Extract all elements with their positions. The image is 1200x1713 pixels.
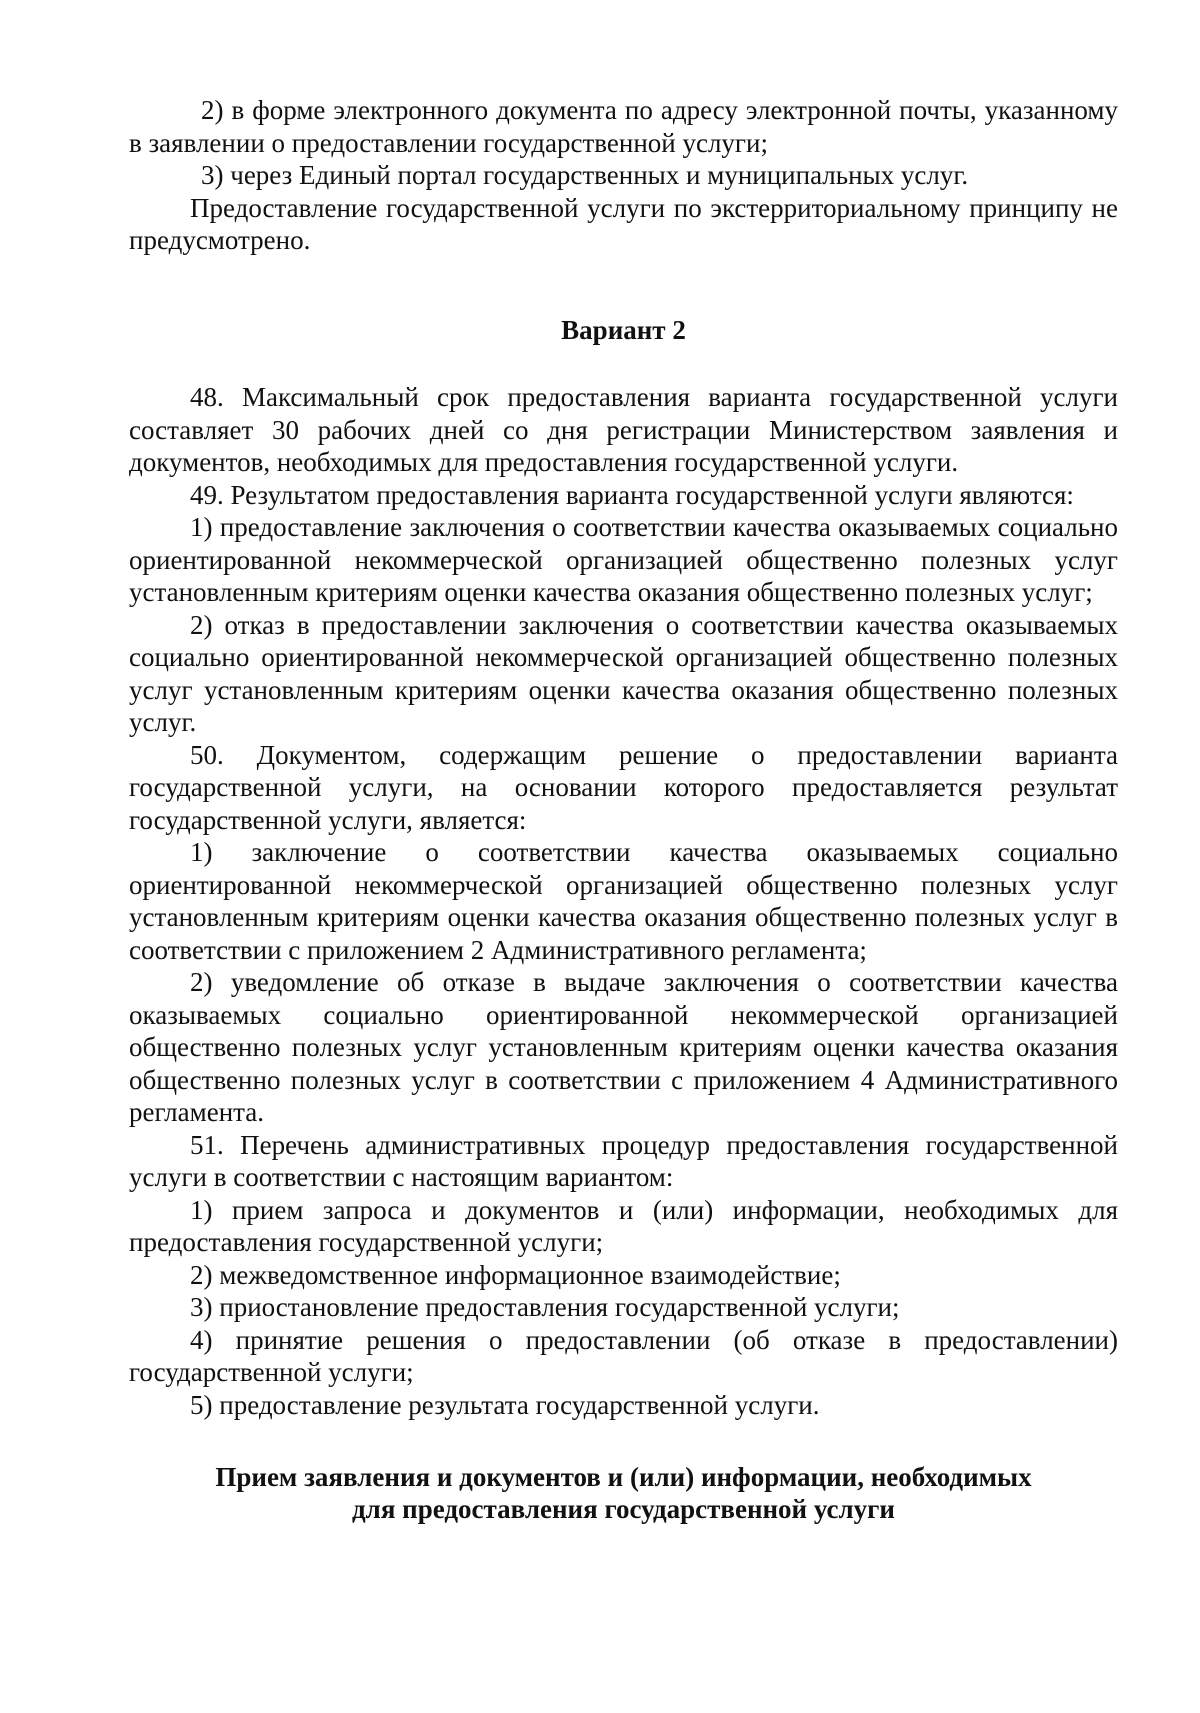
list-item-email: 2) в форме электронного документа по адресу электронной почты, указанному в заявлении о предоставлении государственной услуги; <box>129 95 1118 158</box>
clause-51-item-1: 1) прием запроса и документов и (или) информации, необходимых для предоставления государственной услуги; <box>129 1194 1118 1257</box>
clause-50-item-1: 1) заключение о соответствии качества оказываемых социально ориентированной некоммерческой организацией общественно полезных услуг установленным критериям оценки качества оказания общественно полезных услуг в соответствии с приложением 2 Административного регламента; <box>129 837 1118 965</box>
paragraph-extraterritorial: Предоставление государственной услуги по экстерриториальному принципу не предусмотрено. <box>129 192 1118 255</box>
clause-48: 48. Максимальный срок предоставления варианта государственной услуги составляет 30 рабочих дней со дня регистрации Министерством заявления и документов, необходимых для предоставления государственной услуги. <box>129 382 1118 477</box>
clause-49: 49. Результатом предоставления варианта государственной услуги являются: <box>190 479 1074 510</box>
section-heading-line-1: Прием заявления и документов и (или) информации, необходимых <box>215 1462 1032 1492</box>
clause-51-item-2: 2) межведомственное информационное взаимодействие; <box>190 1259 841 1290</box>
clause-51-item-4: 4) принятие решения о предоставлении (об отказе в предоставлении) государственной услуги; <box>129 1324 1118 1387</box>
clause-49-item-1: 1) предоставление заключения о соответствии качества оказываемых социально ориентированной некоммерческой организацией общественно полезных услуг установленным критериям оценки качества оказания общественно полезных услуг; <box>129 512 1118 607</box>
document-body <box>129 94 1118 1525</box>
list-item-portal: 3) через Единый портал государственных и муниципальных услуг. <box>201 160 969 190</box>
clause-50: 50. Документом, содержащим решение о предоставлении варианта государственной услуги, на основании которого предоставляется результат государственной услуги, является: <box>129 739 1118 835</box>
clause-49-item-2: 2) отказ в предоставлении заключения о соответствии качества оказываемых социально ориентированной некоммерческой организацией общественно полезных услуг установленным критериям оценки качества оказания общественно полезных услуг. <box>129 609 1118 737</box>
variant-heading: Вариант 2 <box>561 314 686 345</box>
clause-51-item-3: 3) приостановление предоставления государственной услуги; <box>190 1292 900 1322</box>
section-heading <box>129 1461 1118 1525</box>
clause-51: 51. Перечень административных процедур предоставления государственной услуги в соответствии с настоящим вариантом: <box>129 1129 1118 1192</box>
clause-50-item-2: 2) уведомление об отказе в выдаче заключения о соответствии качества оказываемых социально ориентированной некоммерческой организацией общественно полезных услуг установленным критериям оценки качества оказания общественно полезных услуг в соответствии с приложением 4 Административного регламента. <box>129 967 1118 1127</box>
section-heading-line-2: для предоставления государственной услуги <box>352 1494 895 1524</box>
clause-51-item-5: 5) предоставление результата государственной услуги. <box>190 1389 820 1420</box>
